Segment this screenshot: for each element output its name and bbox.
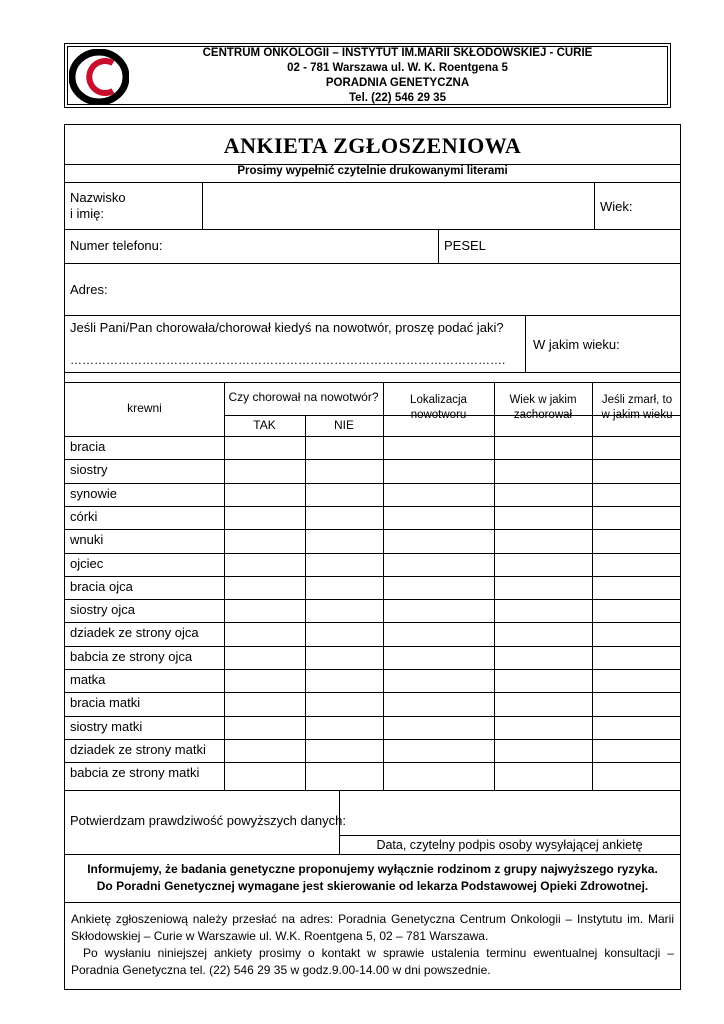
- address-label: Adres:: [70, 282, 108, 297]
- table-cell-death-age[interactable]: [593, 437, 681, 458]
- table-cell-no[interactable]: [306, 507, 382, 528]
- pesel-label: PESEL: [444, 238, 486, 253]
- table-cell-location[interactable]: [384, 623, 493, 644]
- footer-paragraph-1: Ankietę zgłoszeniową należy przesłać na adres: Poradnia Genetyczna Centrum Onkologii – Instytutu im. Marii Skłodowskiej – Curie w Warszawie ul. W.K. Roentgena 5, 02 – 781 Warszawa.: [71, 912, 674, 943]
- divider: [65, 669, 680, 670]
- table-cell-yes[interactable]: [225, 484, 304, 505]
- divider: [305, 415, 306, 790]
- divider: [65, 529, 680, 530]
- table-cell-death-age[interactable]: [593, 530, 681, 551]
- table-cell-location[interactable]: [384, 740, 493, 761]
- divider: [65, 739, 680, 740]
- clinic-name: PORADNIA GENETYCZNA: [325, 77, 470, 89]
- divider: [65, 459, 680, 460]
- footer-instructions: [71, 911, 674, 979]
- table-cell-death-age[interactable]: [593, 507, 681, 528]
- col-header-age-line2: zachorował: [513, 409, 573, 421]
- table-row-label: dziadek ze strony matki: [70, 741, 206, 757]
- application-form: [64, 124, 681, 990]
- divider: [65, 854, 680, 855]
- table-cell-no[interactable]: [306, 437, 382, 458]
- table-cell-death-age[interactable]: [593, 484, 681, 505]
- divider: [65, 553, 680, 554]
- table-cell-no[interactable]: [306, 670, 382, 691]
- col-header-location: [383, 393, 494, 423]
- divider: [65, 576, 680, 577]
- table-cell-death-age[interactable]: [593, 647, 681, 668]
- table-cell-location[interactable]: [384, 693, 493, 714]
- table-cell-no[interactable]: [306, 577, 382, 598]
- table-cell-location[interactable]: [384, 530, 493, 551]
- footer-paragraph-2: Po wysłaniu niniejszej ankiety prosimy o kontakt w sprawie ustalenia terminu ewentualnej konsultacji – Poradnia Genetyczna tel. (22) 546 29 35 w godz.9.00-14.00 w dni powszednie.: [71, 946, 674, 977]
- table-cell-age[interactable]: [495, 437, 591, 458]
- info-line-2: Do Poradni Genetycznej wymagane jest skierowanie od lekarza Podstawowej Opieki Zdrowotnej.: [96, 879, 649, 893]
- table-cell-age[interactable]: [495, 717, 591, 738]
- table-row-label: babcia ze strony ojca: [70, 648, 193, 664]
- table-cell-age[interactable]: [495, 554, 591, 575]
- table-row-label: siostry matki: [70, 718, 143, 734]
- table-cell-yes[interactable]: [225, 740, 304, 761]
- name-field[interactable]: [203, 183, 593, 229]
- divider: [438, 229, 439, 263]
- letterhead-text: [135, 46, 660, 106]
- address-field[interactable]: [115, 264, 680, 315]
- divider: [65, 483, 680, 484]
- divider: [592, 382, 593, 790]
- table-cell-yes[interactable]: [225, 600, 304, 621]
- col-header-location-line2: nowotworu: [410, 409, 467, 421]
- table-row-label: babcia ze strony matki: [70, 765, 200, 781]
- divider: [65, 716, 680, 717]
- divider: [65, 506, 680, 507]
- table-cell-location[interactable]: [384, 554, 493, 575]
- form-title: ANKIETA ZGŁOSZENIOWA: [223, 133, 522, 158]
- table-cell-death-age[interactable]: [593, 763, 681, 784]
- table-cell-yes[interactable]: [225, 693, 304, 714]
- table-cell-yes[interactable]: [225, 670, 304, 691]
- table-cell-yes[interactable]: [225, 460, 304, 481]
- table-cell-yes[interactable]: [225, 554, 304, 575]
- col-header-no: NIE: [333, 418, 354, 432]
- table-cell-age[interactable]: [495, 460, 591, 481]
- table-cell-death-age[interactable]: [593, 554, 681, 575]
- table-cell-death-age[interactable]: [593, 577, 681, 598]
- table-cell-yes[interactable]: [225, 507, 304, 528]
- table-cell-location[interactable]: [384, 600, 493, 621]
- divider: [65, 790, 680, 791]
- divider: [65, 762, 680, 763]
- cancer-question: Jeśli Pani/Pan chorowała/chorował kiedyś na nowotwór, proszę podać jaki?: [70, 320, 504, 335]
- table-row-label: wnuki: [70, 532, 104, 548]
- cancer-age-label: W jakim wieku:: [533, 337, 620, 352]
- col-header-yes: TAK: [253, 418, 276, 432]
- table-cell-death-age[interactable]: [593, 600, 681, 621]
- institute-name: CENTRUM ONKOLOGII – INSTYTUT IM.MARII SKŁODOWSKIEJ - CURIE: [202, 47, 593, 59]
- info-notice: [65, 861, 680, 895]
- table-row-label: ojciec: [70, 555, 104, 571]
- divider: [525, 315, 526, 372]
- table-cell-location[interactable]: [384, 763, 493, 784]
- divider: [65, 902, 680, 903]
- table-cell-yes[interactable]: [225, 530, 304, 551]
- divider: [65, 622, 680, 623]
- institute-address: 02 - 781 Warszawa ul. W. K. Roentgena 5: [287, 62, 508, 74]
- table-cell-no[interactable]: [306, 647, 382, 668]
- table-cell-age[interactable]: [495, 507, 591, 528]
- col-header-age-line1: Wiek w jakim: [509, 394, 577, 406]
- table-cell-no[interactable]: [306, 484, 382, 505]
- table-cell-no[interactable]: [306, 530, 382, 551]
- name-label-2: i imię:: [70, 206, 104, 221]
- table-cell-location[interactable]: [384, 484, 493, 505]
- divider: [65, 315, 680, 316]
- table-row-label: matka: [70, 672, 106, 687]
- table-cell-no[interactable]: [306, 717, 382, 738]
- phone-label: Numer telefonu:: [70, 238, 163, 253]
- divider: [494, 382, 495, 790]
- table-row-label: córki: [70, 508, 98, 524]
- table-cell-death-age[interactable]: [593, 717, 681, 738]
- pesel-field[interactable]: [490, 230, 680, 263]
- divider: [65, 599, 680, 600]
- form-subtitle: Prosimy wypełnić czytelnie drukowanymi literami: [237, 165, 508, 177]
- table-row-label: siostry ojca: [70, 602, 136, 618]
- table-cell-yes[interactable]: [225, 437, 304, 458]
- phone-field[interactable]: [165, 230, 437, 263]
- table-cell-death-age[interactable]: [593, 740, 681, 761]
- age-field[interactable]: [640, 183, 680, 229]
- cancer-age-field[interactable]: [625, 316, 680, 372]
- table-cell-location[interactable]: [384, 507, 493, 528]
- table-cell-age[interactable]: [495, 740, 591, 761]
- letterhead: [64, 43, 671, 108]
- col-header-had-cancer: Czy chorował na nowotwór?: [228, 390, 379, 404]
- table-cell-death-age[interactable]: [593, 460, 681, 481]
- table-row-label: siostry: [70, 462, 108, 478]
- table-cell-no[interactable]: [306, 763, 382, 784]
- table-cell-age[interactable]: [495, 693, 591, 714]
- table-cell-age[interactable]: [495, 530, 591, 551]
- table-row-label: bracia matki: [70, 695, 141, 711]
- table-cell-death-age[interactable]: [593, 623, 681, 644]
- table-cell-location[interactable]: [384, 647, 493, 668]
- table-cell-yes[interactable]: [225, 623, 304, 644]
- col-header-location-line1: Lokalizacja: [410, 394, 467, 406]
- table-cell-age[interactable]: [495, 763, 591, 784]
- table-cell-location[interactable]: [384, 717, 493, 738]
- table-cell-no[interactable]: [306, 554, 382, 575]
- col-header-death-age: [592, 393, 682, 423]
- divider: [65, 382, 680, 383]
- institute-logo: [69, 49, 129, 105]
- col-header-relatives: krewni: [127, 401, 162, 415]
- divider: [383, 382, 384, 790]
- col-header-death-line2: w jakim wieku: [601, 409, 673, 421]
- table-cell-no[interactable]: [306, 740, 382, 761]
- table-cell-yes[interactable]: [225, 647, 304, 668]
- table-row-label: synowie: [70, 485, 117, 501]
- table-cell-death-age[interactable]: [593, 670, 681, 691]
- age-label: Wiek:: [600, 199, 633, 214]
- divider: [65, 164, 680, 165]
- divider: [65, 646, 680, 647]
- divider: [224, 382, 225, 790]
- table-cell-age[interactable]: [495, 484, 591, 505]
- signature-caption: Data, czytelny podpis osoby wysyłającej ankietę: [376, 838, 643, 852]
- table-cell-age[interactable]: [495, 623, 591, 644]
- name-label-1: Nazwisko: [70, 190, 126, 205]
- table-cell-yes[interactable]: [225, 763, 304, 784]
- table-cell-location[interactable]: [384, 460, 493, 481]
- table-row-label: dziadek ze strony ojca: [70, 625, 199, 641]
- table-cell-age[interactable]: [495, 647, 591, 668]
- table-cell-yes[interactable]: [225, 577, 304, 598]
- table-row-label: bracia: [70, 439, 106, 454]
- table-row-label: bracia ojca: [70, 578, 133, 594]
- table-cell-death-age[interactable]: [593, 693, 681, 714]
- table-cell-age[interactable]: [495, 670, 591, 691]
- cancer-type-field[interactable]: ……………………………………………………………………………………………….: [70, 353, 506, 367]
- table-cell-location[interactable]: [384, 437, 493, 458]
- table-cell-no[interactable]: [306, 600, 382, 621]
- table-cell-age[interactable]: [495, 600, 591, 621]
- table-cell-location[interactable]: [384, 577, 493, 598]
- divider: [339, 835, 680, 836]
- table-cell-yes[interactable]: [225, 717, 304, 738]
- clinic-phone: Tel. (22) 546 29 35: [349, 92, 446, 104]
- signature-field[interactable]: [341, 792, 681, 834]
- col-header-age: [494, 393, 592, 423]
- table-cell-no[interactable]: [306, 693, 382, 714]
- divider: [65, 372, 680, 373]
- divider: [594, 182, 595, 229]
- table-cell-age[interactable]: [495, 577, 591, 598]
- info-line-1: Informujemy, że badania genetyczne proponujemy wyłącznie rodzinom z grupy najwyższego ryzyka.: [87, 862, 658, 876]
- table-cell-no[interactable]: [306, 623, 382, 644]
- table-cell-location[interactable]: [384, 670, 493, 691]
- divider: [65, 692, 680, 693]
- confirmation-label: Potwierdzam prawdziwość powyższych danych:: [70, 813, 346, 828]
- col-header-death-line1: Jeśli zmarł, to: [601, 394, 673, 406]
- table-cell-no[interactable]: [306, 460, 382, 481]
